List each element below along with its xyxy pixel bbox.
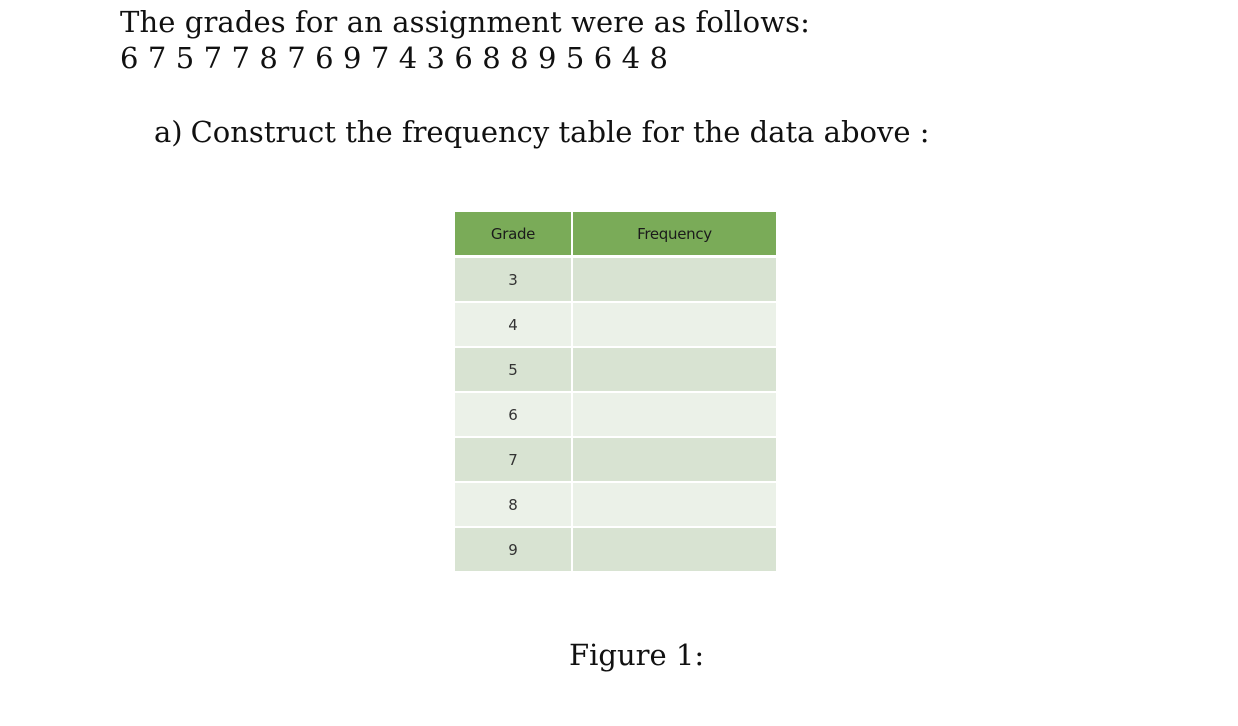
frequency-column-header: Frequency bbox=[572, 212, 776, 257]
frequency-cell[interactable] bbox=[572, 527, 776, 572]
grade-column-header: Grade bbox=[455, 212, 572, 257]
frequency-cell[interactable] bbox=[572, 482, 776, 527]
question-a bbox=[154, 114, 930, 150]
frequency-cell[interactable] bbox=[572, 302, 776, 347]
frequency-table bbox=[455, 212, 776, 573]
problem-statement bbox=[120, 4, 810, 76]
frequency-cell[interactable] bbox=[572, 392, 776, 437]
frequency-cell[interactable] bbox=[572, 257, 776, 303]
grade-cell: 7 bbox=[455, 437, 572, 482]
table-row bbox=[455, 482, 776, 527]
table-row bbox=[455, 527, 776, 572]
table-row bbox=[455, 257, 776, 303]
question-letter: a) bbox=[154, 115, 183, 149]
table-row bbox=[455, 347, 776, 392]
table-row bbox=[455, 392, 776, 437]
frequency-cell[interactable] bbox=[572, 347, 776, 392]
grade-cell: 8 bbox=[455, 482, 572, 527]
table-header-row bbox=[455, 212, 776, 257]
grade-cell: 6 bbox=[455, 392, 572, 437]
grades-data-list: 6 7 5 7 7 8 7 6 9 7 4 3 6 8 8 9 5 6 4 8 bbox=[120, 41, 669, 75]
grade-cell: 9 bbox=[455, 527, 572, 572]
grade-cell: 3 bbox=[455, 257, 572, 303]
figure-caption: Figure 1: bbox=[569, 638, 705, 672]
frequency-cell[interactable] bbox=[572, 437, 776, 482]
table-row bbox=[455, 437, 776, 482]
grade-cell: 5 bbox=[455, 347, 572, 392]
table-row bbox=[455, 302, 776, 347]
problem-intro-text: The grades for an assignment were as follows: bbox=[120, 5, 810, 39]
grade-cell: 4 bbox=[455, 302, 572, 347]
question-text: Construct the frequency table for the data above : bbox=[190, 115, 930, 149]
